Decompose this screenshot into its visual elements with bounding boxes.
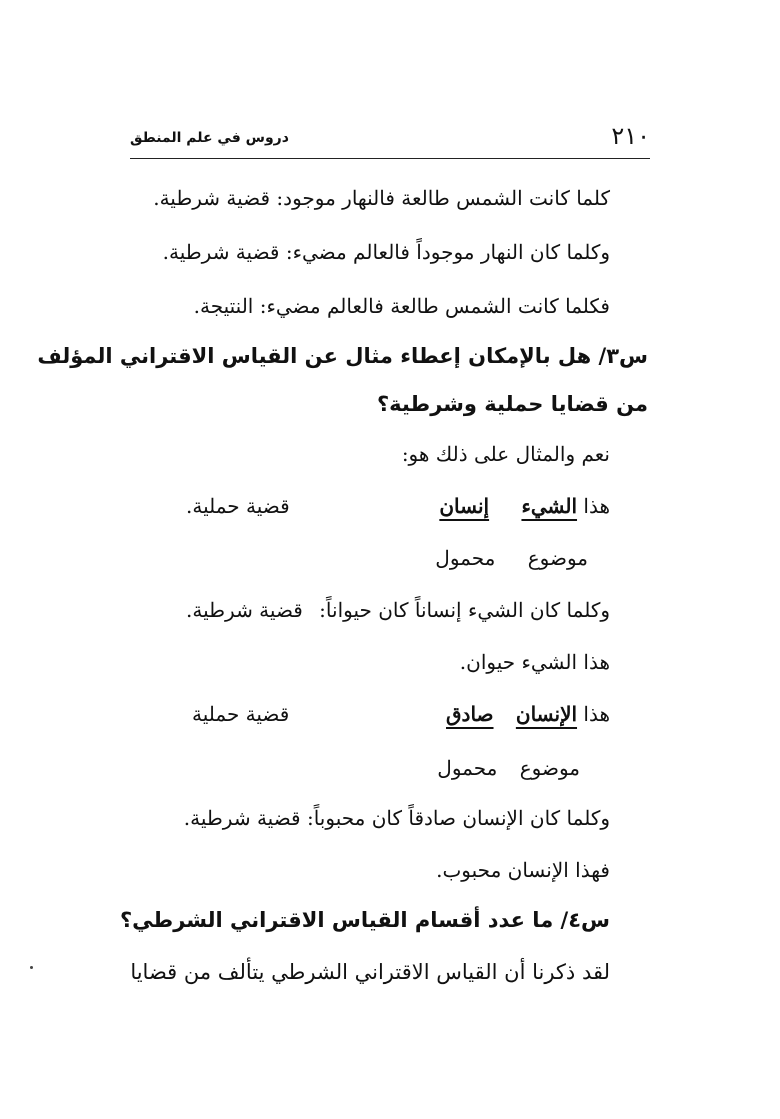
question-3-line-1: س٣/ هل بالإمكان إعطاء مثال عن القياس الاقتراني المؤلف: [37, 344, 648, 368]
text-line: هذا الشيء حيوان.: [459, 650, 610, 674]
text-line: وكلما كان الشيء إنساناً كان حيواناً:: [319, 598, 610, 622]
predicate-role: محمول: [435, 546, 496, 570]
example-1-predicate: إنسان: [439, 494, 490, 518]
text-line: فكلما كانت الشمس طالعة فالعالم مضيء: النتيجة.: [193, 294, 610, 318]
example-2-predicate: صادق: [446, 702, 494, 726]
predicate-role: محمول: [437, 756, 498, 780]
text-line: كلما كانت الشمس طالعة فالنهار موجود: قضية شرطية.: [153, 186, 610, 210]
example-1-word: هذا: [583, 494, 610, 518]
book-title: دروس في علم المنطق: [130, 130, 289, 146]
text-line: نعم والمثال على ذلك هو:: [401, 442, 610, 466]
page-header: [130, 118, 650, 159]
page-number: ٢١٠: [611, 122, 650, 150]
example-1-roles: [435, 546, 588, 570]
subject-role: موضوع: [527, 546, 588, 570]
example-2-sentence: [446, 702, 610, 726]
example-2-word: هذا: [583, 702, 610, 726]
example-1-sentence: [439, 494, 610, 518]
scan-speck: [30, 966, 33, 969]
text-line: لقد ذكرنا أن القياس الاقتراني الشرطي يتألف من قضايا: [130, 960, 610, 984]
example-1-label: قضية حملية.: [186, 494, 290, 518]
question-3-line-2: من قضايا حملية وشرطية؟: [376, 392, 648, 416]
question-4: س٤/ ما عدد أقسام القياس الاقتراني الشرطي؟: [120, 908, 610, 932]
example-2-subject: الإنسان: [515, 702, 578, 726]
subject-role: موضوع: [519, 756, 580, 780]
text-line: وكلما كان النهار موجوداً فالعالم مضيء: قضية شرطية.: [162, 240, 610, 264]
example-label: قضية شرطية.: [186, 598, 303, 622]
example-2-label: قضية حملية: [192, 702, 290, 726]
text-line: وكلما كان الإنسان صادقاً كان محبوباً: قضية شرطية.: [183, 806, 610, 830]
example-2-roles: [437, 756, 580, 780]
text-line: فهذا الإنسان محبوب.: [436, 858, 610, 882]
example-1-subject: الشيء: [521, 494, 578, 518]
